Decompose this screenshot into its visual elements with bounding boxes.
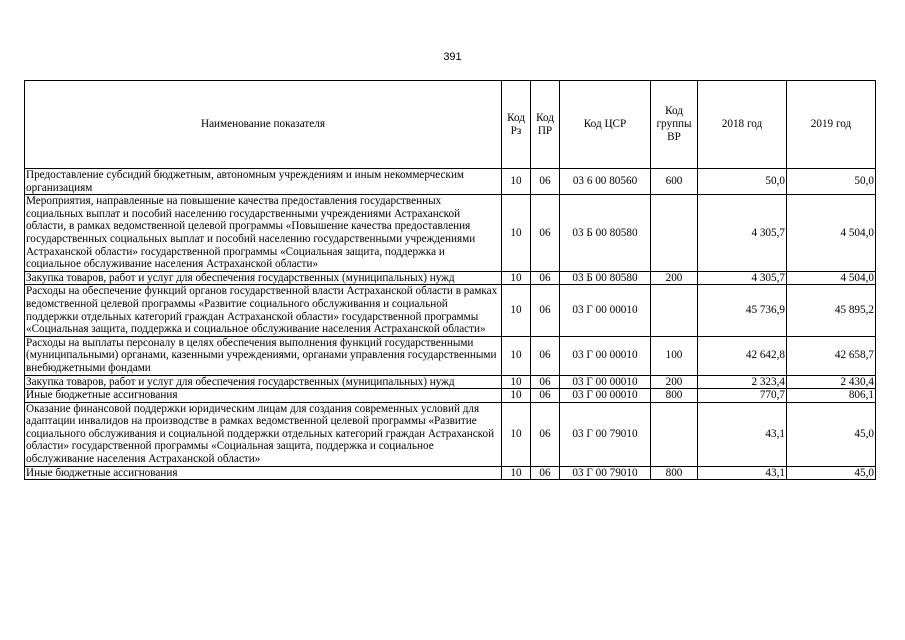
row-name: Иные бюджетные ассигнования bbox=[25, 466, 502, 480]
row-csr: 03 Г 00 00010 bbox=[560, 336, 651, 375]
row-pr: 06 bbox=[531, 466, 560, 480]
row-csr: 03 Г 00 00010 bbox=[560, 285, 651, 336]
row-2018: 42 642,8 bbox=[698, 336, 787, 375]
row-vr: 100 bbox=[651, 336, 698, 375]
header-rz: Код Рз bbox=[502, 81, 531, 169]
row-2018: 50,0 bbox=[698, 169, 787, 195]
row-rz: 10 bbox=[502, 375, 531, 389]
row-rz: 10 bbox=[502, 466, 531, 480]
row-csr: 03 Г 00 00010 bbox=[560, 375, 651, 389]
row-vr: 800 bbox=[651, 389, 698, 403]
row-2019: 45,0 bbox=[787, 466, 876, 480]
row-pr: 06 bbox=[531, 389, 560, 403]
row-2019: 4 504,0 bbox=[787, 271, 876, 285]
header-2018: 2018 год bbox=[698, 81, 787, 169]
row-csr: 03 Г 00 79010 bbox=[560, 466, 651, 480]
row-pr: 06 bbox=[531, 169, 560, 195]
table-row bbox=[25, 271, 876, 285]
row-2019: 2 430,4 bbox=[787, 375, 876, 389]
row-2018: 45 736,9 bbox=[698, 285, 787, 336]
budget-table bbox=[24, 80, 876, 480]
row-csr: 03 Г 00 00010 bbox=[560, 389, 651, 403]
row-vr: 600 bbox=[651, 169, 698, 195]
row-rz: 10 bbox=[502, 389, 531, 403]
table-header-row bbox=[25, 81, 876, 169]
row-name: Закупка товаров, работ и услуг для обеспечения государственных (муниципальных) нужд bbox=[25, 375, 502, 389]
header-name: Наименование показателя bbox=[25, 81, 502, 169]
table-row bbox=[25, 169, 876, 195]
row-rz: 10 bbox=[502, 169, 531, 195]
header-vr: Код группы ВР bbox=[651, 81, 698, 169]
row-rz: 10 bbox=[502, 402, 531, 466]
header-csr: Код ЦСР bbox=[560, 81, 651, 169]
row-vr: 200 bbox=[651, 375, 698, 389]
page-number: 391 bbox=[443, 51, 462, 63]
row-pr: 06 bbox=[531, 195, 560, 272]
row-name: Расходы на выплаты персоналу в целях обеспечения выполнения функций государственными (муниципальными) органами, казенными учреждениями, органами управления государственными внебюджетными фондами bbox=[25, 336, 502, 375]
row-2018: 770,7 bbox=[698, 389, 787, 403]
row-vr: 800 bbox=[651, 466, 698, 480]
row-vr bbox=[651, 195, 698, 272]
row-2018: 43,1 bbox=[698, 466, 787, 480]
row-pr: 06 bbox=[531, 375, 560, 389]
table-row bbox=[25, 466, 876, 480]
row-2019: 806,1 bbox=[787, 389, 876, 403]
header-2019: 2019 год bbox=[787, 81, 876, 169]
row-rz: 10 bbox=[502, 336, 531, 375]
row-csr: 03 6 00 80560 bbox=[560, 169, 651, 195]
row-csr: 03 Г 00 79010 bbox=[560, 402, 651, 466]
table-row bbox=[25, 375, 876, 389]
table-row bbox=[25, 336, 876, 375]
row-vr bbox=[651, 402, 698, 466]
row-csr: 03 Б 00 80580 bbox=[560, 195, 651, 272]
row-pr: 06 bbox=[531, 285, 560, 336]
row-rz: 10 bbox=[502, 271, 531, 285]
row-name: Расходы на обеспечение функций органов государственной власти Астраханской области в рамках ведомственной целевой программы «Развитие социального обслуживания и социальной поддержки отдельных категорий граждан Астраханской области» государственной программы «Социальная защита, поддержка и социальное обслуживание населения Астраханской области» bbox=[25, 285, 502, 336]
row-name: Оказание финансовой поддержки юридическим лицам для создания современных условий для адаптации инвалидов на производстве в рамках ведомственной целевой программы «Развитие социального обслуживания и социальной поддержки отдельных категорий граждан Астраханской области» государственной программы «Социальная защита, поддержка и социальное обслуживание населения Астраханской области» bbox=[25, 402, 502, 466]
row-2018: 4 305,7 bbox=[698, 195, 787, 272]
row-2018: 43,1 bbox=[698, 402, 787, 466]
row-name: Мероприятия, направленные на повышение качества предоставления государственных социальных выплат и пособий населению государственными учреждениями Астраханской области, в рамках ведомственной целевой программы «Повышение качества предоставления государственных социальных выплат и пособий населению государственными учреждениями Астраханской области» государственной программы «Социальная защита, поддержка и социальное обслуживание населения Астраханской области» bbox=[25, 195, 502, 272]
row-vr bbox=[651, 285, 698, 336]
row-2019: 45 895,2 bbox=[787, 285, 876, 336]
table-row bbox=[25, 285, 876, 336]
row-pr: 06 bbox=[531, 336, 560, 375]
row-2019: 50,0 bbox=[787, 169, 876, 195]
row-2019: 45,0 bbox=[787, 402, 876, 466]
header-pr: Код ПР bbox=[531, 81, 560, 169]
row-pr: 06 bbox=[531, 271, 560, 285]
row-pr: 06 bbox=[531, 402, 560, 466]
row-2018: 4 305,7 bbox=[698, 271, 787, 285]
row-rz: 10 bbox=[502, 285, 531, 336]
row-vr: 200 bbox=[651, 271, 698, 285]
row-2019: 4 504,0 bbox=[787, 195, 876, 272]
table-row bbox=[25, 195, 876, 272]
row-rz: 10 bbox=[502, 195, 531, 272]
row-csr: 03 Б 00 80580 bbox=[560, 271, 651, 285]
row-2019: 42 658,7 bbox=[787, 336, 876, 375]
row-name: Предоставление субсидий бюджетным, автономным учреждениям и иным некоммерческим организациям bbox=[25, 169, 502, 195]
table-row bbox=[25, 402, 876, 466]
row-name: Закупка товаров, работ и услуг для обеспечения государственных (муниципальных) нужд bbox=[25, 271, 502, 285]
row-name: Иные бюджетные ассигнования bbox=[25, 389, 502, 403]
row-2018: 2 323,4 bbox=[698, 375, 787, 389]
table-row bbox=[25, 389, 876, 403]
